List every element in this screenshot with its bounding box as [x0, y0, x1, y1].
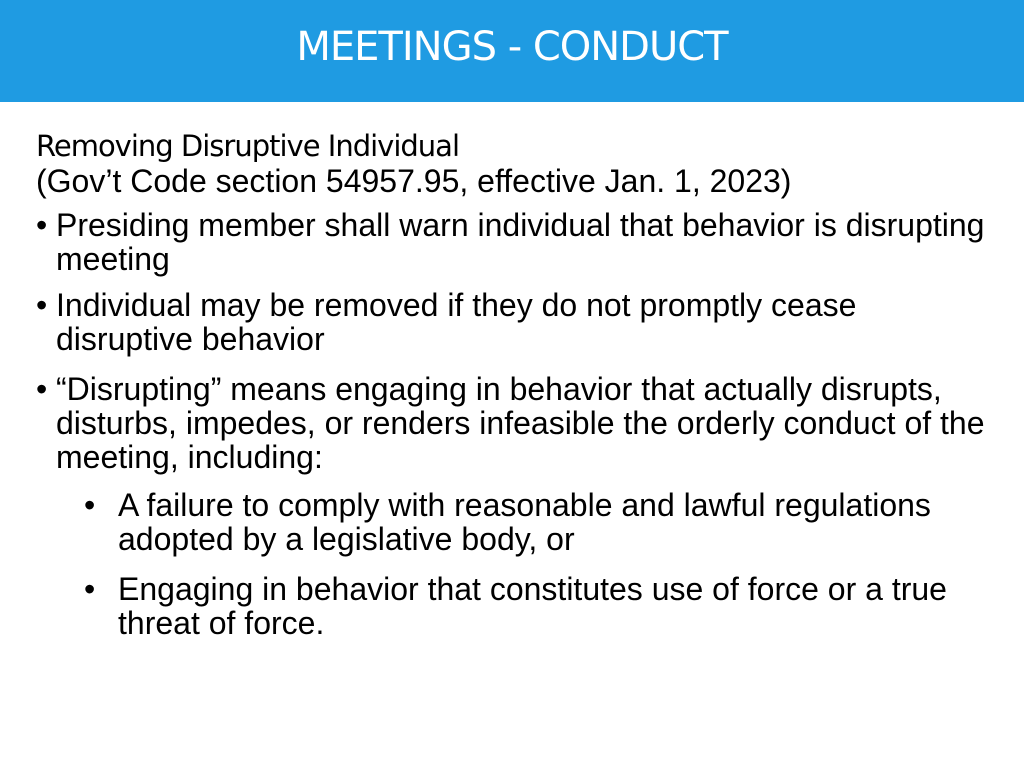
list-item-text: Presiding member shall warn individual that behavior is disrupting meeting — [56, 207, 985, 277]
section-heading: Removing Disruptive Individual — [36, 129, 459, 163]
sub-list-item — [36, 572, 996, 640]
bullet-icon: • — [84, 571, 96, 607]
list-item — [36, 372, 996, 474]
slide-content — [36, 128, 996, 640]
slide-title: MEETINGS - CONDUCT — [296, 24, 728, 70]
list-item-text: “Disrupting” means engaging in behavior that actually disrupts, disturbs, impedes, or renders infeasible the orderly conduct of the meeting, including: — [56, 371, 985, 475]
sub-list-item — [36, 488, 996, 556]
section-citation: (Gov’t Code section 54957.95, effective Jan. 1, 2023) — [36, 163, 792, 199]
bullet-icon: • — [36, 207, 48, 243]
bullet-icon: • — [36, 371, 48, 407]
bullet-icon: • — [36, 287, 48, 323]
title-bar — [0, 0, 1024, 102]
sub-list-item-text: Engaging in behavior that constitutes use of force or a true threat of force. — [118, 571, 947, 641]
list-item — [36, 208, 996, 276]
list-item — [36, 288, 996, 356]
bullet-list — [36, 208, 996, 640]
bullet-icon: • — [84, 487, 96, 523]
sub-list-item-text: A failure to comply with reasonable and lawful regulations adopted by a legislative body, or — [118, 487, 931, 557]
list-item-text: Individual may be removed if they do not promptly cease disruptive behavior — [56, 287, 857, 357]
